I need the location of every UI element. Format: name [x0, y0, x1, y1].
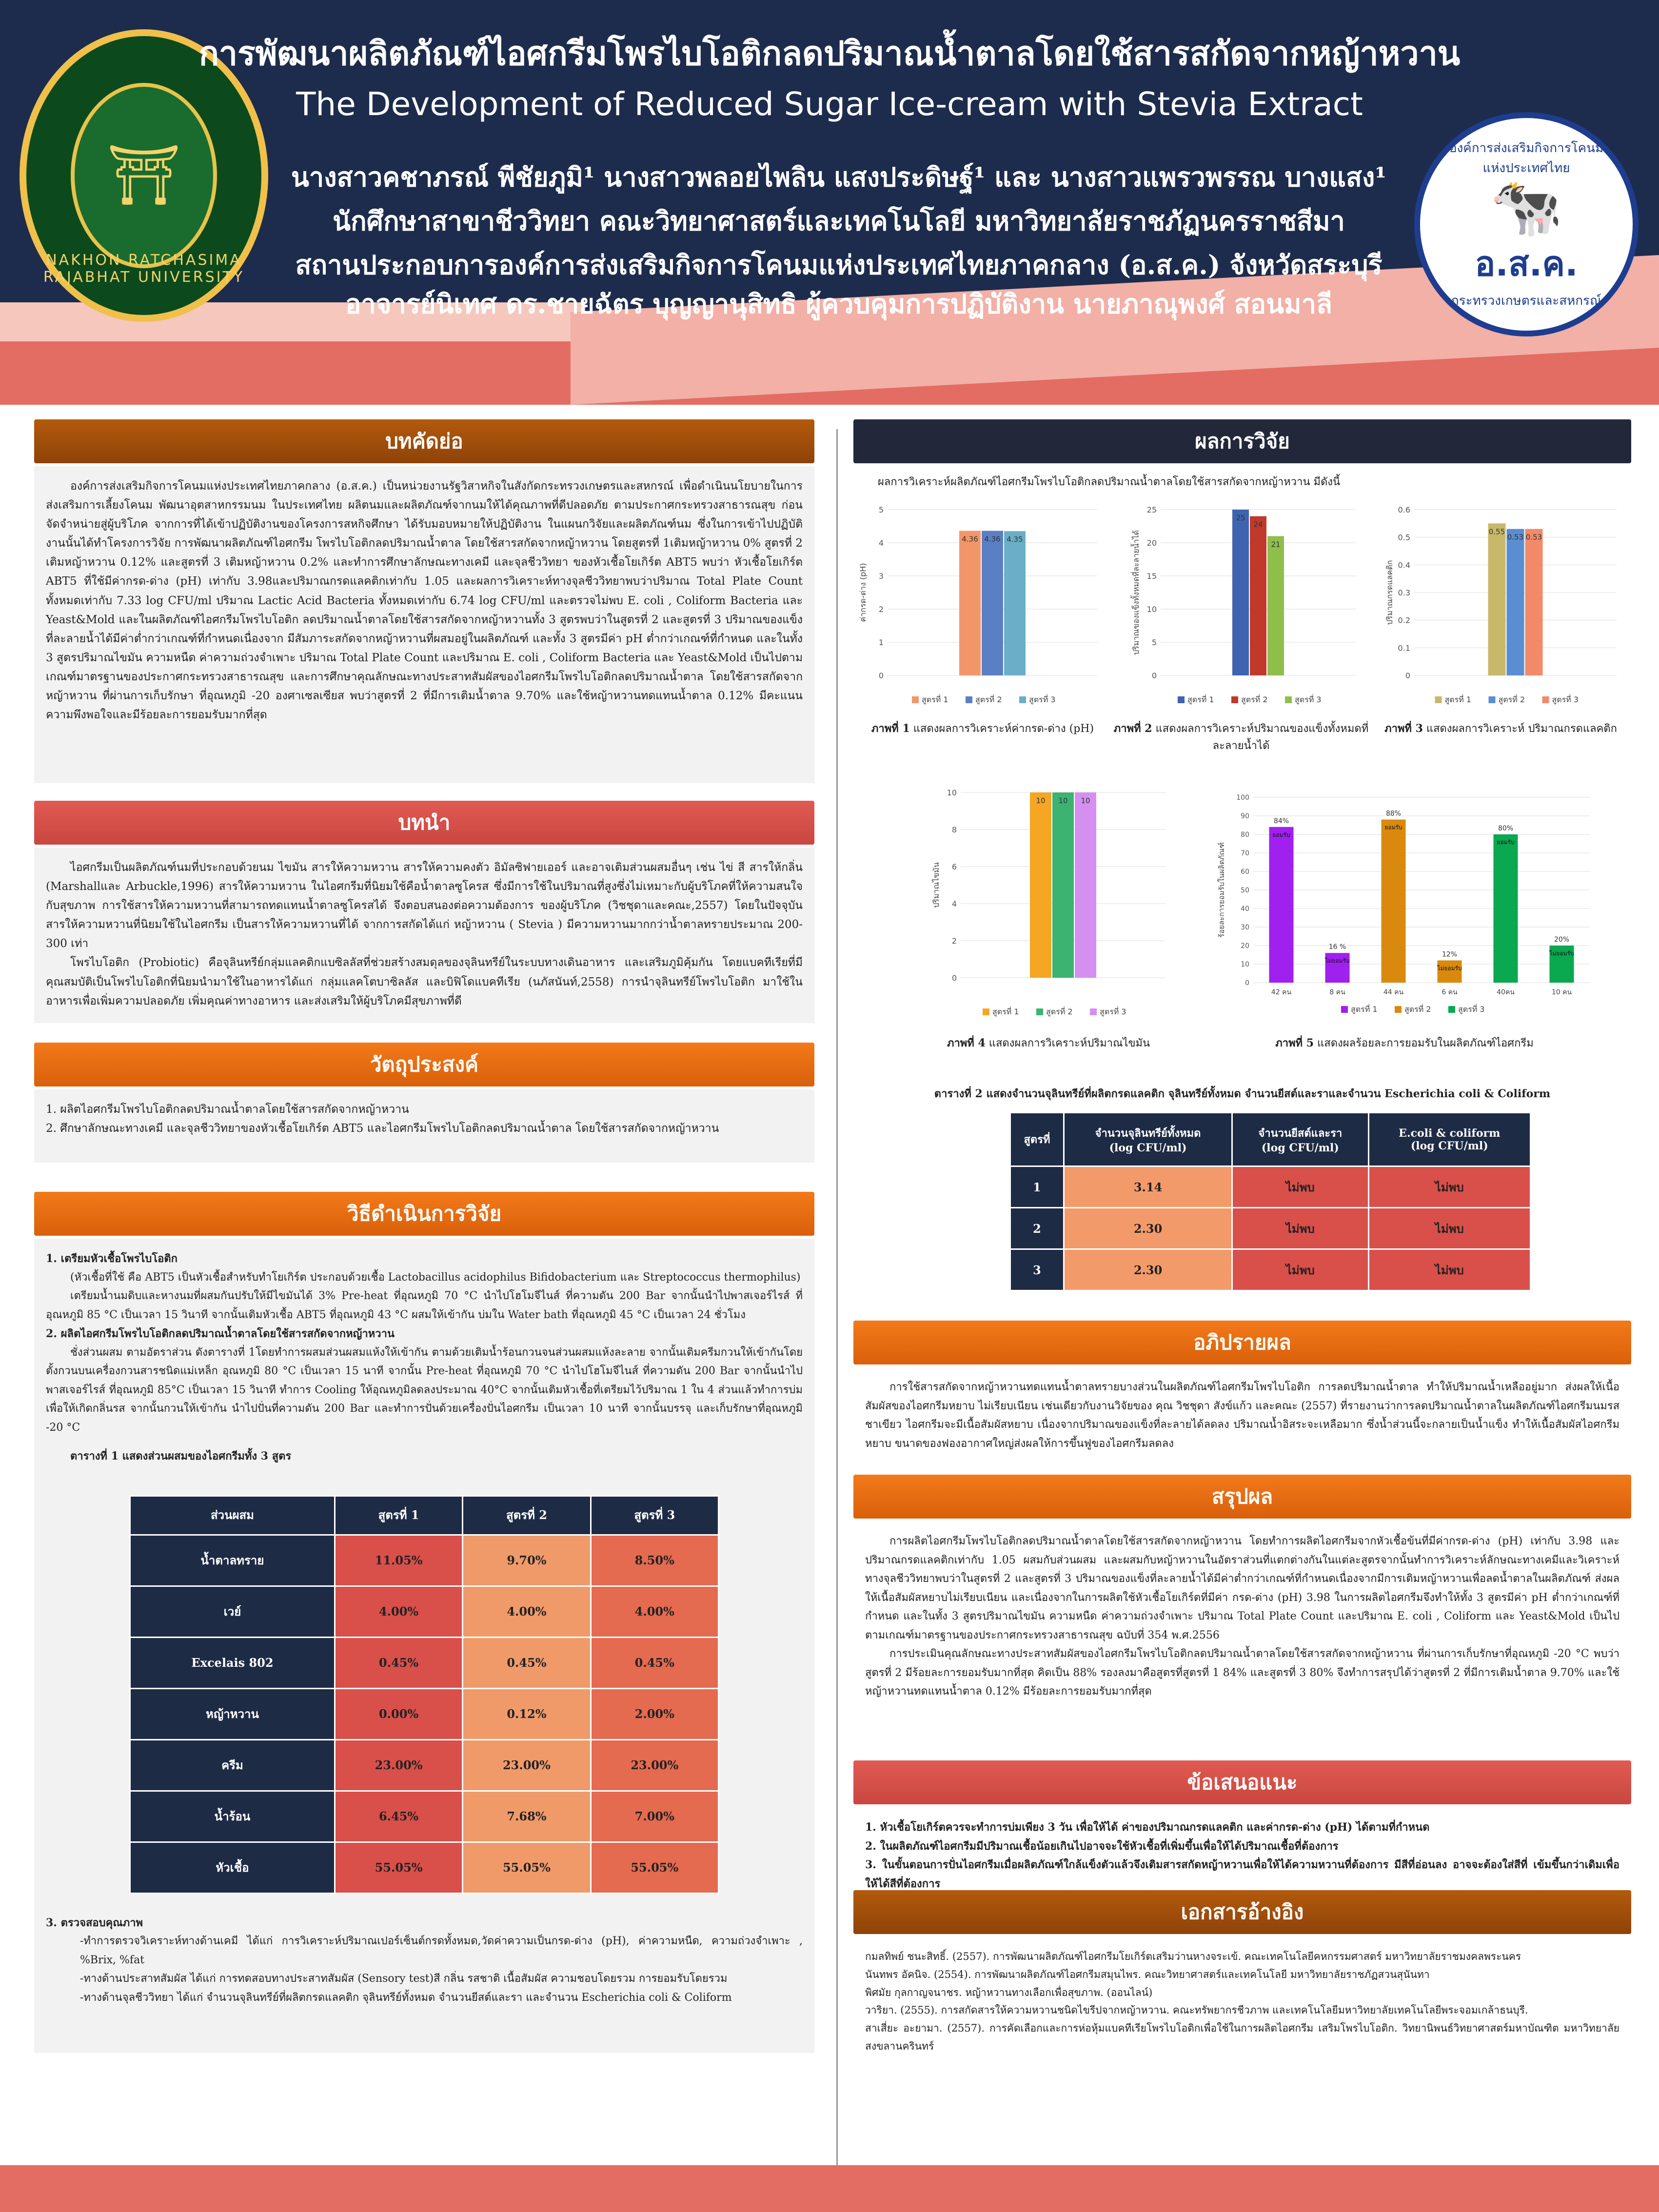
header-line: สูตรที่ [1024, 1133, 1050, 1146]
data-label: 88% [1385, 810, 1402, 818]
legend-label: สูตรที่ 3 [1029, 695, 1056, 704]
x-tick-label: 42 คน [1271, 988, 1292, 996]
reference-item: สาเสี่ยะ อะยามา. (2557). การคัดเลือกและการห่อหุ้มแบคทีเรียโพรไบโอติกเพื่อใช้ในการผลิตไอศกรีม เสริมโพรไบโอติก. วิทยานิพนธ์วิทยาศาสตร์มหาบัณฑิต มหาวิทยาลัยสงขลานครินทร์ [865, 2022, 1620, 2052]
table-cell: 4.00% [591, 1586, 718, 1637]
caption-text: แสดงผลการวิเคราะห์ปริมาณของแข็งทั้งหมดที่ละลายน้ำได้ [1152, 723, 1369, 752]
bar [1525, 529, 1543, 675]
legend-swatch [1036, 1008, 1043, 1015]
discussion-text: การใช้สารสกัดจากหญ้าหวานทดแทนน้ำตาลทรายบางส่วนในผลิตภัณฑ์ไอศกรีมโพรไบโอติก การลดปริมาณน้ำตาล ทำให้ปริมาณน้ำเหลืออยู่มาก ส่งผลให้เนื้อสัมผัสของไอศกรีมหยาบ ไม่เรียบเนียน เช่นเดียวกับงานวิจัยของ คุณ วิชชุดา สังข์แก้ว และคณะ (2557) ที่รายงานว่าการลดปริมาณน้ำตาลในผลิตภัณฑ์ไอศกรีมนมรสชาเขียว ไอศกรีมจะมีเนื้อสัมผัสหยาบ เนื่องจากปริมาณของแข็งที่ละลายได้ลดลง ปริมาณน้ำอิสระจะเหลือมาก ซึ่งน้ำส่วนนี้จะกลายเป็นน้ำแข็ง ทำให้เนื้อสัมผัสไอศกรีมหยาบ ขนาดของฟองอากาศใหญ่ส่งผลให้การขึ้นฟูของไอศกรีมลดลง [865, 1381, 1620, 1450]
data-label: 16 % [1328, 943, 1346, 951]
data-label: 12% [1442, 950, 1458, 959]
table-row [130, 1535, 719, 1586]
table2-caption: ตารางที่ 2 แสดงจำนวนจุลินทรีย์ที่ผลิตกรดแลคติก จุลินทรีย์ทั้งหมด จำนวนยีสต์และราและจำนวน Escherichia coli & Coliform [934, 1087, 1551, 1100]
table-cell: 3 [1010, 1249, 1064, 1291]
bar [1488, 523, 1506, 675]
table-cell: 2 [1010, 1208, 1064, 1249]
method-step: 3. ตรวจสอบคุณภาพ [46, 1916, 143, 1929]
table-cell: 8.50% [591, 1535, 718, 1586]
y-tick-label: 0.1 [1398, 643, 1410, 653]
legend-label: สูตรที่ 2 [1241, 695, 1268, 704]
poster-header [0, 0, 1659, 405]
suggestion-item: 1. หัวเชื้อโยเกิร์ตควรจะทำการบ่มเพียง 3 วัน เพื่อให้ได้ ค่าของปริมาณกรดแลคติก และค่ากรด-ด่าง (pH) ได้ตามที่กำหนด [865, 1821, 1430, 1834]
y-tick-label: 2 [951, 936, 957, 946]
table-header [1368, 1113, 1530, 1166]
table-cell: 0.12% [463, 1688, 591, 1739]
column-divider [836, 429, 838, 2165]
bar [1075, 792, 1096, 978]
reference-item: วาริยา. (2555). การสกัดสารให้ความหวานชนิดไขรีปจากหญ้าหวาน. คณะทรัพยากรชีวภาพ และเทคโนโลยีมหาวิทยาลัยเทคโนโลยีพระจอมเกล้าธนบุรี. [865, 2004, 1528, 2016]
y-axis-label: ปริมาณของแข็งทั้งหมดที่ละลายน้ำได้ [1131, 530, 1141, 655]
y-tick-label: 60 [1241, 868, 1249, 876]
footer-band [0, 2165, 1659, 2212]
table-cell: ไม่พบ [1368, 1166, 1530, 1208]
legend-swatch [1178, 696, 1185, 703]
y-tick-label: 4 [951, 899, 957, 908]
y-tick-label: 0.2 [1398, 615, 1410, 625]
legend-swatch [966, 696, 972, 703]
table1-caption: ตารางที่ 1 แสดงส่วนผสมของไอศกรีมทั้ง 3 สูตร [70, 1450, 292, 1462]
table-cell: หญ้าหวาน [130, 1688, 335, 1739]
bar [1507, 529, 1524, 675]
caption-text: แสดงผลการวิเคราะห์ค่ากรด-ด่าง (pH) [909, 723, 1094, 735]
intro-body [34, 848, 814, 1023]
y-tick-label: 8 [951, 825, 957, 834]
bar [1494, 834, 1518, 983]
legend-label: สูตรที่ 1 [1187, 695, 1214, 704]
method-text: เตรียมน้ำนมดิบและหางนมที่ผสมกันปรับให้มีไขมันได้ 3% Pre-heat ที่อุณหภูมิ 70 °C นำไปโฮโมจีไนส์ ที่ความดัน 200 Bar จากนั้นนำไปพาสเจอร์ไรส์ ที่อุณหภูมิ 85 °C เป็นเวลา 15 วินาที จากนั้นเติมหัวเชื้อ ABT5 ที่อุณหภูมิ 43 °C ผสมให้เข้ากัน บ่มใน Water bath ที่อุณหภูมิ 45 °C เป็นเวลา 24 ชั่วโมง [46, 1290, 803, 1321]
table-cell: 4.00% [335, 1586, 462, 1637]
y-tick-label: 0 [1151, 671, 1157, 680]
legend-swatch [1435, 696, 1442, 703]
y-axis-label: ปริมาณไขมัน [931, 862, 941, 908]
y-tick-label: 100 [1236, 794, 1249, 802]
table-cell: 2.30 [1064, 1249, 1232, 1291]
y-tick-label: 0 [1245, 979, 1249, 987]
table-row [130, 1637, 719, 1688]
intro-p2: โพรไบโอติก (Probiotic) คือจุลินทรีย์กลุ่มแลคติกแบซิลลัสที่ช่วยสร้างสมดุลของจุลินทรีย์ในระบบทางเดินอาหาร และเสริมภูมิคุ้มกัน โดยแบคทีเรียที่มีคุณสมบัติเป็นโพรไบโอติกที่นิยมนำมาใช้ในอาหารได้แก่ กลุ่มแลคโตบาซิลลัส และบิฟิโดแบคทีเรีย (นภัสนันท์,2558) การนำจุลินทรีย์โพรไบโอติก มาใช้ในอาหารเพื่อเพิ่มความปลอดภัย เพิ่มคุณค่าทางอาหาร และส่งเสริมให้ผู้บริโภคมีสุขภาพที่ดี [46, 956, 803, 1007]
header-line: (log CFU/ml) [1109, 1142, 1187, 1154]
y-tick-label: 30 [1241, 924, 1249, 931]
table-cell: 23.00% [591, 1739, 718, 1791]
legend-swatch [1341, 1006, 1348, 1013]
table-row [130, 1586, 719, 1637]
table-row [1010, 1249, 1531, 1291]
header-line: (log CFU/ml) [1261, 1142, 1339, 1154]
y-tick-label: 0.6 [1398, 505, 1410, 514]
header-line: จำนวนจุลินทรีย์ทั้งหมด [1095, 1127, 1201, 1140]
objectives-heading: วัตถุประสงค์ [34, 1043, 814, 1086]
caption-label: ภาพที่ 3 [1384, 722, 1423, 735]
data-label: 10 [1081, 796, 1090, 805]
bar-inner-label: ยอมรับ [1497, 839, 1515, 846]
y-tick-label: 20 [1146, 538, 1157, 548]
table-cell: ไม่พบ [1368, 1208, 1530, 1249]
affiliation: นักศึกษาสาขาชีววิทยา คณะวิทยาศาสตร์และเทคโนโลยี มหาวิทยาลัยราชภัฏนครราชสีมา [333, 205, 1345, 237]
suggestion-body [853, 1807, 1631, 1890]
organization: สถานประกอบการองค์การส่งเสริมกิจการโคนมแห่งประเทศไทยภาคกลาง (อ.ส.ค.) จังหวัดสระบุรี [295, 249, 1382, 280]
table-header-row [1010, 1113, 1531, 1166]
data-label: 0.55 [1488, 527, 1505, 536]
conclusion-p2: การประเมินคุณลักษณะทางประสาทสัมผัสของไอศกรีมโพรไบโอติกลดปริมาณน้ำตาลโดยใช้สารสกัดจากหญ้าหวาน ที่ผ่านการเก็บรักษาที่อุณหภูมิ -20 °C พบว่าสูตรที่ 2 มีร้อยละการยอมรับมากที่สุด คิดเป็น 88% รองลงมาคือสูตรที่สูตรที่ 1 84% และสูตรที่ 3 80% จึงทำการสรุปได้ว่าสูตรที่ 2 ที่มีการเติมน้ำตาล 9.70% และใช้หญ้าหวานทดแทนน้ำตาล 0.12% มีร้อยละการยอมรับมากที่สุด [865, 1648, 1620, 1698]
table-cell: น้ำร้อน [130, 1791, 335, 1842]
table-cell: ครีม [130, 1739, 335, 1791]
table-header [1010, 1113, 1064, 1166]
bar [1232, 510, 1249, 675]
header-line: จำนวนยีสต์และรา [1258, 1127, 1343, 1140]
data-label: 80% [1498, 825, 1514, 832]
methods-body [34, 1239, 814, 2053]
y-tick-label: 50 [1241, 887, 1249, 894]
conclusion-body [853, 1521, 1631, 1751]
fig1-caption [853, 720, 1112, 737]
legend-swatch [1285, 696, 1292, 703]
legend-swatch [1489, 696, 1496, 703]
table-cell: 4.00% [463, 1586, 591, 1637]
micro-table [1009, 1112, 1531, 1291]
table-cell: เวย์ [130, 1586, 335, 1637]
table-row [1010, 1208, 1531, 1249]
table-cell: 1 [1010, 1166, 1064, 1208]
table-cell: ไม่พบ [1232, 1166, 1368, 1208]
table-cell: ไม่พบ [1368, 1249, 1530, 1291]
logo-text: กระทรวงเกษตรและสหกรณ์ [1451, 294, 1602, 308]
y-tick-label: 0 [951, 973, 957, 983]
abstract-body [34, 466, 814, 783]
title-thai: การพัฒนาผลิตภัณฑ์ไอศกรีมโพรไบโอติกลดปริมาณน้ำตาลโดยใช้สารสกัดจากหญ้าหวาน [198, 34, 1461, 73]
bar [959, 531, 981, 675]
caption-label: ภาพที่ 4 [947, 1037, 986, 1049]
ingredients-table [129, 1495, 719, 1894]
table-cell: ไม่พบ [1232, 1208, 1368, 1249]
discussion-body [853, 1367, 1631, 1465]
abstract-heading: บทคัดย่อ [34, 419, 814, 463]
y-tick-label: 0 [878, 671, 884, 680]
table-header: สูตรที่ 1 [335, 1496, 462, 1535]
caption-text: แสดงผลการวิเคราะห์ปริมาณไขมัน [985, 1037, 1150, 1049]
table-cell: Excelais 802 [130, 1637, 335, 1688]
y-tick-label: 4 [878, 538, 884, 548]
title-english: The Development of Reduced Sugar Ice-cream with Stevia Extract [296, 85, 1363, 123]
y-axis-label: ค่ากรด-ด่าง (pH) [858, 563, 868, 622]
table-cell: 55.05% [463, 1842, 591, 1893]
logo-text: NAKHON RATCHASIMA RAJABHAT UNIVERSITY [43, 252, 245, 286]
legend-label: สูตรที่ 2 [975, 695, 1002, 704]
x-tick-label: 6 คน [1442, 988, 1458, 996]
data-label: 0.53 [1525, 533, 1542, 542]
y-tick-label: 0 [1405, 671, 1410, 680]
legend-label: สูตรที่ 3 [1458, 1005, 1485, 1014]
method-step: 2. ผลิตไอศกรีมโพรไบโอติกลดปริมาณน้ำตาลโดยใช้สารสกัดจากหญ้าหวาน [46, 1327, 395, 1340]
table-cell: น้ำตาลทราย [130, 1535, 335, 1586]
y-axis-label: ร้อยละการยอมรับในผลิตภัณฑ์ [1217, 842, 1226, 938]
bar [1004, 531, 1026, 675]
bar [982, 531, 1003, 675]
legend-label: สูตรที่ 2 [1498, 695, 1525, 704]
y-tick-label: 25 [1146, 505, 1157, 514]
results-heading: ผลการวิจัย [853, 419, 1631, 463]
table-cell: 7.68% [463, 1791, 591, 1842]
tss-chart [1112, 500, 1370, 714]
caption-text: แสดงผลการวิเคราะห์ ปริมาณกรดแลคติก [1422, 723, 1617, 735]
legend-label: สูตรที่ 3 [1552, 695, 1579, 704]
y-tick-label: 10 [1146, 605, 1157, 614]
table-row [130, 1791, 719, 1842]
y-tick-label: 20 [1241, 942, 1249, 950]
bar-inner-label: ไม่ยอมรับ [1325, 957, 1350, 965]
table-cell: 0.45% [335, 1637, 462, 1688]
table-cell: 7.00% [591, 1791, 718, 1842]
legend-label: สูตรที่ 3 [1295, 695, 1322, 704]
data-label: 10 [1036, 796, 1046, 805]
y-tick-label: 2 [878, 605, 884, 614]
table-cell: 55.05% [335, 1842, 462, 1893]
caption-label: ภาพที่ 5 [1275, 1037, 1314, 1049]
legend-swatch [912, 696, 919, 703]
charts-area [853, 490, 1631, 1066]
table-row [130, 1688, 719, 1739]
conclusion-p1: การผลิตไอศกรีมโพรไบโอติกลดปริมาณน้ำตาลโดยใช้สารสกัดจากหญ้าหวาน โดยทำการผลิตไอศกรีมจากหัวเชื้อข้นที่มีค่ากรด-ด่าง (pH) เท่ากับ 3.98 และปริมาณกรดแลคติกเท่ากับ 1.05 ผสมกับส่วนผสม และผสมกับหญ้าหวานในอัตราส่วนที่แตกต่างกันในแต่ละสูตรจากนั้นทำการวิเคราะห์ลักษณะทางเคมีและวิเคราะห์ทางจุลชีววิทยาพบว่าในสูตรที่ 2 และสูตรที่ 3 ปริมาณของแข็งที่ละลายน้ำได้มีค่าต่ำกว่าเกณฑ์ที่กำหนดเนื่องจากมีการเติมหญ้าหวานเพื่อลดน้ำตาลในผลิตภัณฑ์ ส่งผลให้เนื้อสัมผัสหยาบไม่เรียบเนียน และเนื่องจากในการผลิตใช้หัวเชื้อโยเกิร์ตที่มีค่า กรด-ด่าง (pH) 3.98 ในการผลิตไอศกรีมจึงทำให้ทั้ง 3 สูตรมีค่า pH ต่ำกว่าเกณฑ์ที่กำหนด และในทั้ง 3 สูตรปริมาณไขมัน ความหนืด ค่าความถ่วงจำเพาะ ปริมาณ Total Plate Count และปริมาณ E. coli , Coliform และ Yeast&Mold เป็นไปตามเกณฑ์มาตรฐานของประกาศกระทรวงสาธารณสุข ฉบับที่ 354 พ.ศ.2556 [865, 1535, 1620, 1641]
y-tick-label: 10 [1241, 961, 1249, 968]
bar-inner-label: ไม่ยอมรับ [1437, 965, 1462, 972]
legend-swatch [1542, 696, 1549, 703]
data-label: 10 [1058, 796, 1068, 805]
y-tick-label: 15 [1146, 572, 1157, 581]
table-cell: 11.05% [335, 1535, 462, 1586]
bar-inner-label: ยอมรับ [1384, 824, 1402, 831]
table-row [130, 1842, 719, 1893]
legend-label: สูตรที่ 1 [922, 695, 948, 704]
bar [1052, 792, 1074, 978]
table-cell: 2.30 [1064, 1208, 1232, 1249]
y-tick-label: 0.4 [1398, 560, 1410, 570]
legend-label: สูตรที่ 2 [1404, 1005, 1431, 1014]
legend-swatch [1395, 1006, 1402, 1013]
ph-chart [853, 500, 1112, 714]
x-tick-label: 8 คน [1329, 988, 1345, 996]
legend-swatch [1019, 696, 1026, 703]
data-label: 4.36 [962, 534, 978, 544]
discussion-heading: อภิปรายผล [853, 1321, 1631, 1364]
fig4-caption [912, 1034, 1185, 1051]
data-label: 24 [1253, 520, 1263, 529]
table-cell: 0.45% [591, 1637, 718, 1688]
table-row [1010, 1166, 1531, 1208]
suggestion-item: 3. ในขั้นตอนการปั่นไอศกรีมเมื่อผลิตภัณฑ์ใกล้แข็งตัวแล้วจึงเติมสารสกัดหญ้าหวานเพื่อให้ได้ความหวานที่ต้องการ มีสีที่อ่อนลง อาจจะต้องใส่สีที่ เข้มขึ้นกว่าเดิมเพื่อให้ได้สีที่ต้องการ [865, 1858, 1620, 1890]
objective-item: 2. ศึกษาลักษณะทางเคมี และจุลชีววิทยาของหัวเชื้อโยเกิร์ต ABT5 และไอศกรีมโพรไบโอติกลดปริมาณน้ำตาล โดยใช้สารสกัดจากหญ้าหวาน [46, 1122, 719, 1135]
method-text: (หัวเชื้อที่ใช้ คือ ABT5 เป็นหัวเชื้อสำหรับทำโยเกิร์ต ประกอบด้วยเชื้อ Lactobacillus acidophilus Bifidobacterium และ Streptococcus thermophilus) [70, 1271, 801, 1284]
fig3-caption [1370, 720, 1631, 737]
legend-label: สูตรที่ 1 [992, 1007, 1019, 1016]
table-cell: 2.00% [591, 1688, 718, 1739]
method-text: -ทำการตรวจวิเคราะห์ทางด้านเคมี ได้แก่ การวิเคราะห์ปริมาณเปอร์เซ็นต์กรดทั้งหมด,วัดค่าความเป็นกรด-ด่าง (pH), ค่าความหนืด, ความถ่วงจำเพาะ , %Brix, %fat [80, 1935, 803, 1966]
table-cell: 3.14 [1064, 1166, 1232, 1208]
data-label: 4.35 [1007, 535, 1023, 544]
table-header [1232, 1113, 1368, 1166]
y-tick-label: 70 [1241, 849, 1249, 857]
objectives-body [34, 1089, 814, 1163]
bar-inner-label: ยอมรับ [1272, 831, 1290, 838]
x-tick-label: 40คน [1497, 988, 1515, 996]
caption-label: ภาพที่ 1 [871, 722, 910, 735]
table-cell: 6.45% [335, 1791, 462, 1842]
data-label: 25 [1236, 514, 1245, 522]
table-header: สูตรที่ 2 [463, 1496, 591, 1535]
conclusion-heading: สรุปผล [853, 1475, 1631, 1519]
data-label: 0.53 [1507, 533, 1524, 542]
legend-label: สูตรที่ 1 [1351, 1005, 1378, 1014]
method-text: -ทางด้านประสาทสัมผัส ได้แก่ การทดสอบทางประสาทสัมผัส (Sensory test)สี กลิ่น รสชาติ เนื้อสัมผัส ความชอบโดยรวม การยอมรับโดยรวม [80, 1973, 728, 1985]
legend-swatch [983, 1008, 989, 1015]
legend-label: สูตรที่ 2 [1046, 1007, 1073, 1016]
legend-swatch [1448, 1006, 1455, 1013]
logo-text: องค์การส่งเสริมกิจการโคนมแห่งประเทศไทย [1449, 141, 1603, 176]
x-tick-label: 10 คน [1551, 988, 1572, 996]
table-header: ส่วนผสม [130, 1496, 335, 1535]
y-tick-label: 0.3 [1398, 588, 1410, 597]
y-tick-label: 1 [878, 638, 884, 647]
bar-inner-label: ไม่ยอมรับ [1549, 950, 1574, 957]
table-cell: 23.00% [463, 1739, 591, 1791]
intro-heading: บทนำ [34, 801, 814, 845]
data-label: 21 [1271, 540, 1281, 549]
references-heading: เอกสารอ้างอิง [853, 1890, 1631, 1934]
authors: นางสาวคชาภรณ์ พีชัยภูมิ¹ นางสาวพลอยไพลิน แสงประดิษฐ์¹ และ นางสาวแพรวพรรณ บางแสง¹ [291, 161, 1387, 193]
data-label: 4.36 [984, 534, 1001, 544]
table-header [1064, 1113, 1232, 1166]
table-header: สูตรที่ 3 [591, 1496, 718, 1535]
legend-swatch [1090, 1008, 1097, 1015]
bar [1382, 820, 1406, 983]
y-tick-label: 10 [947, 788, 957, 797]
objective-item: 1. ผลิตไอศกรีมโพรไบโอติกลดปริมาณน้ำตาลโดยใช้สารสกัดจากหญ้าหวาน [46, 1103, 409, 1116]
right-column [853, 419, 1631, 2059]
bar [1030, 792, 1051, 978]
methods-heading: วิธีดำเนินการวิจัย [34, 1192, 814, 1236]
header-line: E.coli & coliform [1399, 1126, 1501, 1140]
y-tick-label: 80 [1241, 831, 1249, 839]
cow-icon: 🐄 [1490, 173, 1563, 241]
y-tick-label: 3 [878, 572, 884, 581]
method-text: -ทางด้านจุลชีววิทยา ได้แก่ จำนวนจุลินทรีย์ที่ผลิตกรดแลคติก จุลินทรีย์ทั้งหมด จำนวนยีสต์และรา และจำนวน Escherichia coli & Coliform [80, 1991, 732, 2004]
method-text: ชั่งส่วนผสม ตามอัตราส่วน ดังตารางที่ 1โดยทำการผสมส่วนผสมแห้งให้เข้ากัน ตามด้วยเติมน้ำร้อนกวนจนส่วนผสมแห้งละลาย จากนั้นเติมครีมกวนให้เข้ากันโดยตั้งกวนบนเครื่องกวนสารชนิดแม่เหล็ก อุณหภูมิ 80 °C เป็นเวลา 15 นาที จากนั้น Pre-heat ที่อุณหภูมิ 70 °C นำไปโฮโมจีไนส์ ที่ความดัน 200 Bar จากนั้นนำไปพาสเจอร์ไรส์ ที่อุณหภูมิ 85°C เป็นเวลา 15 วินาที ทำการ Cooling ให้อุณหภูมิลดลงประมาณ 40°C จากนั้นเติมหัวเชื้อที่เตรียมไว้ปริมาณ 1 ใน 4 ส่วนแล้วทำการบ่มเพื่อให้เกิดกลิ่นรส จากนั้นกวนให้เข้ากัน นำไปปั่นที่ความดัน 200 Bar และทำการปั่นด้วยเครื่องปั่นไอศกรีม เป็นเวลา 10 นาที จากนั้นบรรจุ และเก็บรักษาที่อุณหภูมิ -20 °C [46, 1346, 803, 1434]
bar [1267, 536, 1284, 675]
suggestion-heading: ข้อเสนอแนะ [853, 1760, 1631, 1804]
data-label: 84% [1273, 817, 1289, 825]
reference-item: พิศมัย กุลกาญจนาชร. หญ้าหวานทางเลือกเพื่อสุขภาพ. (ออนไลน์) [865, 1986, 1153, 1998]
reference-item: นันทพร อัคนิจ. (2554). การพัฒนาผลิตภัณฑ์ไอศกรีมสมุนไพร. คณะวิทยาศาสตร์และเทคโนโลยี มหาวิทยาลัยราชภัฏสวนสุนันทา [865, 1968, 1430, 1980]
fig5-caption [1209, 1034, 1600, 1051]
logo-abbr: อ.ส.ค. [1475, 244, 1578, 284]
data-label: 20% [1554, 936, 1570, 944]
method-step: 1. เตรียมหัวเชื้อโพรไบโอติก [46, 1252, 178, 1265]
y-tick-label: 40 [1241, 905, 1249, 913]
legend-label: สูตรที่ 3 [1100, 1007, 1126, 1016]
temple-icon: ⛩ [71, 83, 217, 268]
table-cell: 9.70% [463, 1535, 591, 1586]
table-cell: 55.05% [591, 1842, 718, 1893]
legend-swatch [1231, 696, 1238, 703]
abstract-text: องค์การส่งเสริมกิจการโคนมแห่งประเทศไทยภาคกลาง (อ.ส.ค.) เป็นหน่วยงานรัฐวิสาหกิจในสังกัดกระทรวงเกษตรและสหกรณ์ เพื่อดำเนินนโยบายในการส่งเสริมการเลี้ยงโคนม พัฒนาอุตสาหกรรมนม ในประเทศไทย ผลิตนมและผลิตภัณฑ์จากนมให้ได้คุณภาพที่ดีปลอดภัย ตามประกาศกระทรวงสาธารณสุข ก่อนจัดจำหน่ายสู่ผู้บริโภค จากการที่ได้เข้าปฏิบัติงานของโครงการสหกิจศึกษา ได้รับมอบหมายให้ปฏิบัติงาน ในแผนกวิจัยและผลิตภัณฑ์นม ซึ่งในการเข้าไปปฏิบัติงานนั้นได้ทำโครงการวิจัย การพัฒนาผลิตภัณฑ์ไอศกรีม โพรไบโอติกลดปริมาณน้ำตาล โดยใช้สารสกัดจากหญ้าหวาน โดยสูตรที่ 1เติมหญ้าหวาน 0% สูตรที่ 2 เติมหญ้าหวาน 0.12% และสูตรที่ 3 เติมหญ้าหวาน 0.2% และทำการศึกษาลักษณะทางเคมี และจุลชีววิทยา ของหัวเชื้อโยเกิร์ต ABT5 พบว่า หัวเชื้อโยเกิร์ต ABT5 ที่ใช้มีค่ากรด-ด่าง (pH) เท่ากับ 3.98และปริมาณกรดแลคติกเท่ากับ 1.05 และผลการวิเคราะห์ทางจุลชีววิทยาพบว่าปริมาณ Total Plate Count ทั้งหมดเท่ากับ 7.33 log CFU/ml ปริมาณ Lactic Acid Bacteria ทั้งหมดเท่ากับ 6.74 log CFU/ml และตรวจไม่พบ E. coli , Coliform Bacteria และ Yeast&Mold และในผลิตภัณฑ์ไอศกรีมโพรไบโอติก ลดปริมาณน้ำตาลโดยใช้สารสกัดจากหญ้าหวานทั้ง 3 สูตรพบว่าในสูตรที่ 2 และสูตรที่ 3 ปริมาณของแข็งที่ละลายน้ำได้มีค่าต่ำกว่าเกณฑ์ที่กำหนดเนื่องจาก มีสัมภาระสกัดจากหญ้าหวานที่ผสมอยู่ในผลิตภัณฑ์ และทั้ง 3 สูตรมีค่า pH ต่ำกว่าเกณฑ์ที่กำหนด และในทั้ง 3 สูตรปริมาณไขมัน ความหนืด ค่าความถ่วงจำเพาะ ปริมาณ Total Plate Count และปริมาณ E. coli , Coliform Bacteria และ Yeast&Mold เป็นไปตามเกณฑ์มาตรฐานของประกาศกระทรวงสาธารณสุข และการศึกษาคุณลักษณะทางประสาทสัมผัสของไอศกรีมโพรไบโอติกลดปริมาณน้ำตาล โดยใช้สารสกัดจากหญ้าหวาน ที่ผ่านการเก็บรักษา ที่อุณหภูมิ -20 องศาเซลเซียส พบว่าสูตรที่ 2 ที่มีการเติมน้ำตาล 9.70% และใช้หญ้าหวานทดแทนน้ำตาล 0.12% มีคะแนนความพึงพอใจและมีร้อยละการยอมรับมากที่สุด [46, 480, 803, 722]
legend-label: สูตรที่ 1 [1444, 695, 1472, 704]
lactic-chart [1370, 500, 1631, 714]
y-tick-label: 0.5 [1398, 533, 1410, 542]
caption-text: แสดงผลร้อยละการยอมรับในผลิตภัณฑ์ไอศกรีม [1314, 1037, 1534, 1049]
reference-item: กมลทิพย์ ชนะสิทธิ์. (2557). การพัฒนาผลิตภัณฑ์ไอศกรีมโยเกิร์ตเสริมว่านหางจระเข้. คณะเทคโนโลยีคหกรรมศาสตร์ มหาวิทยาลัยราชมงคลพระนคร [865, 1951, 1521, 1962]
y-tick-label: 90 [1241, 812, 1249, 820]
table-cell: 0.45% [463, 1637, 591, 1688]
table-cell: ไม่พบ [1232, 1249, 1368, 1291]
bar [1250, 516, 1266, 675]
y-axis-label: ปริมาณกรดแลคติก [1385, 560, 1394, 625]
table-cell: 0.00% [335, 1688, 462, 1739]
table-row [130, 1739, 719, 1791]
header-line: (log CFU/ml) [1410, 1139, 1488, 1152]
bar [1269, 827, 1294, 983]
table-cell: 23.00% [335, 1739, 462, 1791]
fat-chart [912, 783, 1185, 1027]
intro-p1: ไอศกรีมเป็นผลิตภัณฑ์นมที่ประกอบด้วยนม ไขมัน สารให้ความหวาน สารให้ความคงตัว อิมัลซิฟายเออร์ และอาจเติมส่วนผสมอื่นๆ เช่น ไข่ สี สารให้กลิ่น (Marshallและ Arbuckle,1996) สารให้ความหวาน ในไอศกรีมที่นิยมใช้คือน้ำตาลซูโครส ซึ่งมีการใช้ในปริมาณที่สูงซึ่งไม่เหมาะกับผู้บริโภคที่ให้ความสนใจกับสุขภาพ การใช้สารให้ความหวานที่สามารถทดแทนน้ำตาลซูโครสได้ จึงตอบสนองต่อความต้องการ ของผู้บริโภค (วิชชุดาและคณะ,2557) โดยในปัจจุบันสารให้ความหวานที่นิยมใช้ในไอศกรีม เป็นสารให้ความหวานที่ได้ จากการสกัดได้แก่ หญ้าหวาน ( Stevia ) มีความหวานมากกว่าน้ำตาลทรายประมาณ 200-300 เท่า [46, 861, 803, 950]
acceptance-chart [1209, 783, 1600, 1027]
references-body [853, 1937, 1631, 2059]
y-tick-label: 5 [878, 505, 884, 514]
left-column [34, 419, 814, 2053]
results-intro: ผลการวิเคราะห์ผลิตภัณฑ์ไอศกรีมโพรไบโอติกลดปริมาณน้ำตาลโดยใช้สารสกัดจากหญ้าหวาน มีดังนี้ [878, 476, 1341, 488]
suggestion-item: 2. ในผลิตภัณฑ์ไอศกรีมมีปริมาณเชื้อน้อยเกินไปอาจจะใช้หัวเชื้อที่เพิ่มขึ้นเพื่อให้ได้ปริมาณเชื้อที่ต้องการ [865, 1839, 1339, 1853]
table-cell: หัวเชื้อ [130, 1842, 335, 1893]
caption-label: ภาพที่ 2 [1113, 722, 1152, 735]
fig2-caption [1112, 720, 1370, 754]
y-tick-label: 6 [951, 862, 957, 871]
x-tick-label: 44 คน [1383, 988, 1404, 996]
dpo-logo [1414, 112, 1639, 336]
y-tick-label: 5 [1151, 638, 1157, 647]
advisors: อาจารย์นิเทศ ดร.ชายฉัตร บุญญานุสิทธิ ผู้ควบคุมการปฏิบัติงาน นายภาณุพงศ์ สอนมาลี [345, 288, 1333, 319]
